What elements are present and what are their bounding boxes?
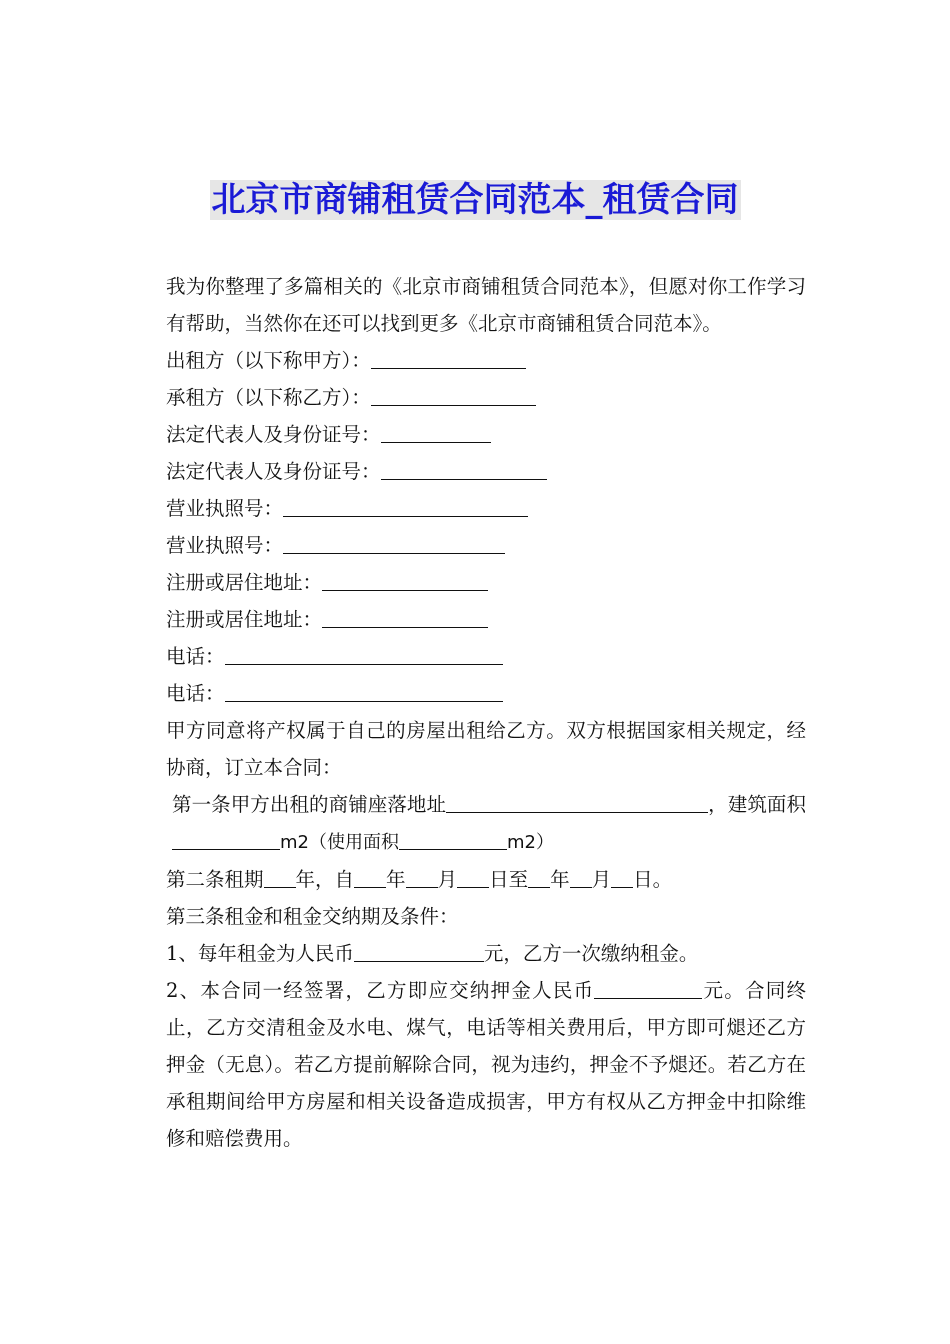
field-legal-rep-1 <box>146 416 806 453</box>
field-label: 出租方（以下称甲方）： <box>166 349 371 372</box>
item-1-text: 1、每年租金为人民币 <box>166 942 354 965</box>
blank-line <box>457 867 489 888</box>
field-label: 法定代表人及身份证号： <box>166 423 381 446</box>
blank-line <box>264 867 296 888</box>
field-label: 承租方（以下称乙方）： <box>166 386 371 409</box>
blank-line <box>322 607 488 628</box>
article-1-text: ，建筑面积 <box>708 793 806 816</box>
item-2-text: 2、本合同一经签署，乙方即应交纳押金人民币 <box>166 979 595 1002</box>
article-1 <box>146 786 806 861</box>
blank-line <box>611 867 633 888</box>
blank-line <box>381 422 491 443</box>
blank-line <box>446 792 708 813</box>
field-legal-rep-2 <box>146 453 806 490</box>
blank-line <box>354 941 484 962</box>
article-1-text: 第一条甲方出租的商铺座落地址 <box>172 793 447 816</box>
field-label: 电话： <box>166 645 225 668</box>
item-2 <box>146 972 806 1157</box>
field-phone-2 <box>146 675 806 712</box>
agreement-paragraph: 甲方同意将产权属于自己的房屋出租给乙方。双方根据国家相关规定，经协商，订立本合同： <box>166 719 806 779</box>
blank-line <box>406 867 438 888</box>
field-lessee <box>146 379 806 416</box>
field-lessor <box>146 342 806 379</box>
field-label: 营业执照号： <box>166 534 284 557</box>
article-2-text: 月 <box>591 868 612 891</box>
blank-line <box>322 570 488 591</box>
blank-line <box>371 385 536 406</box>
document-title-text: 北京市商铺租赁合同范本_租赁合同 <box>211 180 739 220</box>
article-2-text: 第二条租期 <box>166 868 264 891</box>
document-body <box>146 268 806 1157</box>
field-label: 营业执照号： <box>166 497 284 520</box>
field-address-1 <box>146 564 806 601</box>
document-title <box>0 176 950 224</box>
field-label: 注册或居住地址： <box>166 608 323 631</box>
article-2-text: 日至 <box>489 868 529 891</box>
article-2-text: 年 <box>386 868 406 891</box>
article-1-text: m2） <box>507 832 554 853</box>
item-2-text: 元。合同终止，乙方交清租金及水电、煤气，电话等相关费用后，甲方即可煺还乙方押金（无息）。若乙方提前解除合同，视为违约，押金不予煺还。若乙方在承租期间给甲方房屋和相关设备造成损害，甲方有权从乙方押金中扣除维修和赔偿费用。 <box>166 979 806 1150</box>
article-3: 第三条租金和租金交纳期及条件： <box>166 905 459 928</box>
blank-line <box>354 867 386 888</box>
intro-paragraph: 我为你整理了多篇相关的《北京市商铺租赁合同范本》，但愿对你工作学习有帮助，当然你在还可以找到更多《北京市商铺租赁合同范本》。 <box>166 275 806 335</box>
blank-line <box>528 867 550 888</box>
item-1 <box>146 935 806 972</box>
article-2 <box>146 861 806 898</box>
blank-line <box>594 978 702 999</box>
article-2-text: 年，自 <box>295 868 355 891</box>
article-2-text: 月 <box>437 868 458 891</box>
blank-line <box>283 496 528 517</box>
blank-line <box>570 867 592 888</box>
field-label: 注册或居住地址： <box>166 571 323 594</box>
article-2-text: 日。 <box>633 868 673 891</box>
blank-line <box>172 829 280 850</box>
blank-line <box>225 644 503 665</box>
field-label: 电话： <box>166 682 225 705</box>
field-label: 法定代表人及身份证号： <box>166 460 381 483</box>
item-1-text: 元，乙方一次缴纳租金。 <box>483 942 699 965</box>
field-address-2 <box>146 601 806 638</box>
field-license-1 <box>146 490 806 527</box>
field-license-2 <box>146 527 806 564</box>
blank-line <box>381 459 547 480</box>
blank-line <box>225 681 503 702</box>
blank-line <box>371 348 526 369</box>
blank-line <box>399 829 507 850</box>
field-phone-1 <box>146 638 806 675</box>
blank-line <box>283 533 505 554</box>
article-1-text: m2（使用面积 <box>280 832 399 853</box>
article-2-text: 年 <box>550 868 570 891</box>
